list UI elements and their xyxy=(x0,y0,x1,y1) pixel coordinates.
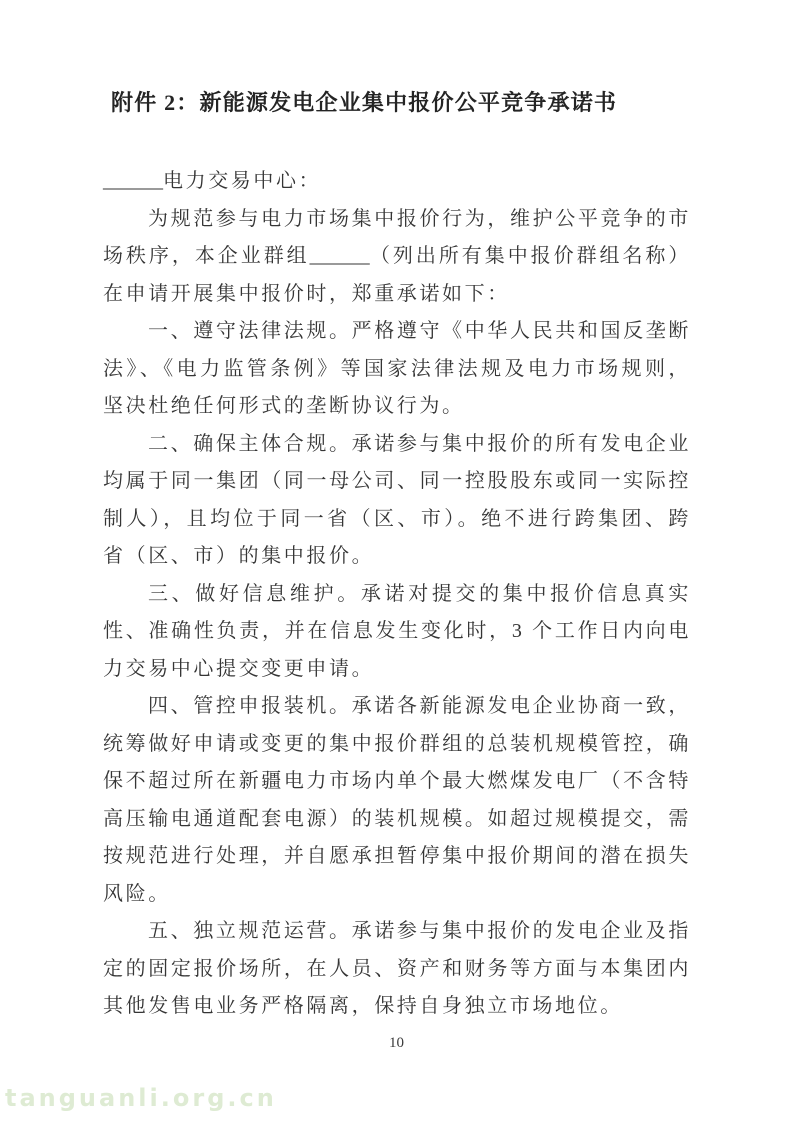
intro-text-after-blank: （列出所有集中报价群组名称）在申请开展集中报价时，郑重承诺如下： xyxy=(103,245,691,305)
intro-paragraph xyxy=(103,201,691,314)
commitment-paragraph-5: 五、独立规范运营。承诺参与集中报价的发电企业及指定的固定报价场所，在人员、资产和财务等方面与本集团内其他发售电业务严格隔离，保持自身独立市场地位。 xyxy=(103,920,691,1017)
commitment-paragraph-2: 二、确保主体合规。承诺参与集中报价的所有发电企业均属于同一集团（同一母公司、同一控股股东或同一实际控制人），且均位于同一省（区、市）。绝不进行跨集团、跨省（区、市）的集中报价。 xyxy=(103,432,691,567)
intro-text-before-blank: 为规范参与电力市场集中报价行为，维护公平竞争的市场秩序，本企业群组 xyxy=(103,207,691,267)
commitment-paragraph-1: 一、遵守法律法规。严格遵守《中华人民共和国反垄断法》、《电力监管条例》等国家法律法规及电力市场规则，坚决杜绝任何形式的垄断协议行为。 xyxy=(103,320,691,417)
commitment-paragraph-3: 三、做好信息维护。承诺对提交的集中报价信息真实性、准确性负责，并在信息发生变化时，3 个工作日内向电力交易中心提交变更申请。 xyxy=(103,582,691,680)
salutation-text: 电力交易中心： xyxy=(163,170,322,192)
salutation-blank-underline: ______ xyxy=(103,170,163,192)
commitment-paragraph-4: 四、管控申报装机。承诺各新能源发电企业协商一致，统筹做好申请或变更的集中报价群组的总装机规模管控，确保不超过所在新疆电力市场内单个最大燃煤发电厂（不含特高压输电通道配套电源）的装机规模。如超过规模提交，需按规范进行处理，并自愿承担暂停集中报价期间的潜在损失风险。 xyxy=(103,695,691,905)
salutation-line xyxy=(103,163,691,201)
intro-blank-underline: ______ xyxy=(309,245,370,267)
page-number: 10 xyxy=(389,1035,404,1051)
watermark: tanguanli.org.cn xyxy=(5,1084,277,1112)
document-body xyxy=(103,163,691,1026)
document-title: 附件 2：新能源发电企业集中报价公平竞争承诺书 xyxy=(111,90,618,115)
